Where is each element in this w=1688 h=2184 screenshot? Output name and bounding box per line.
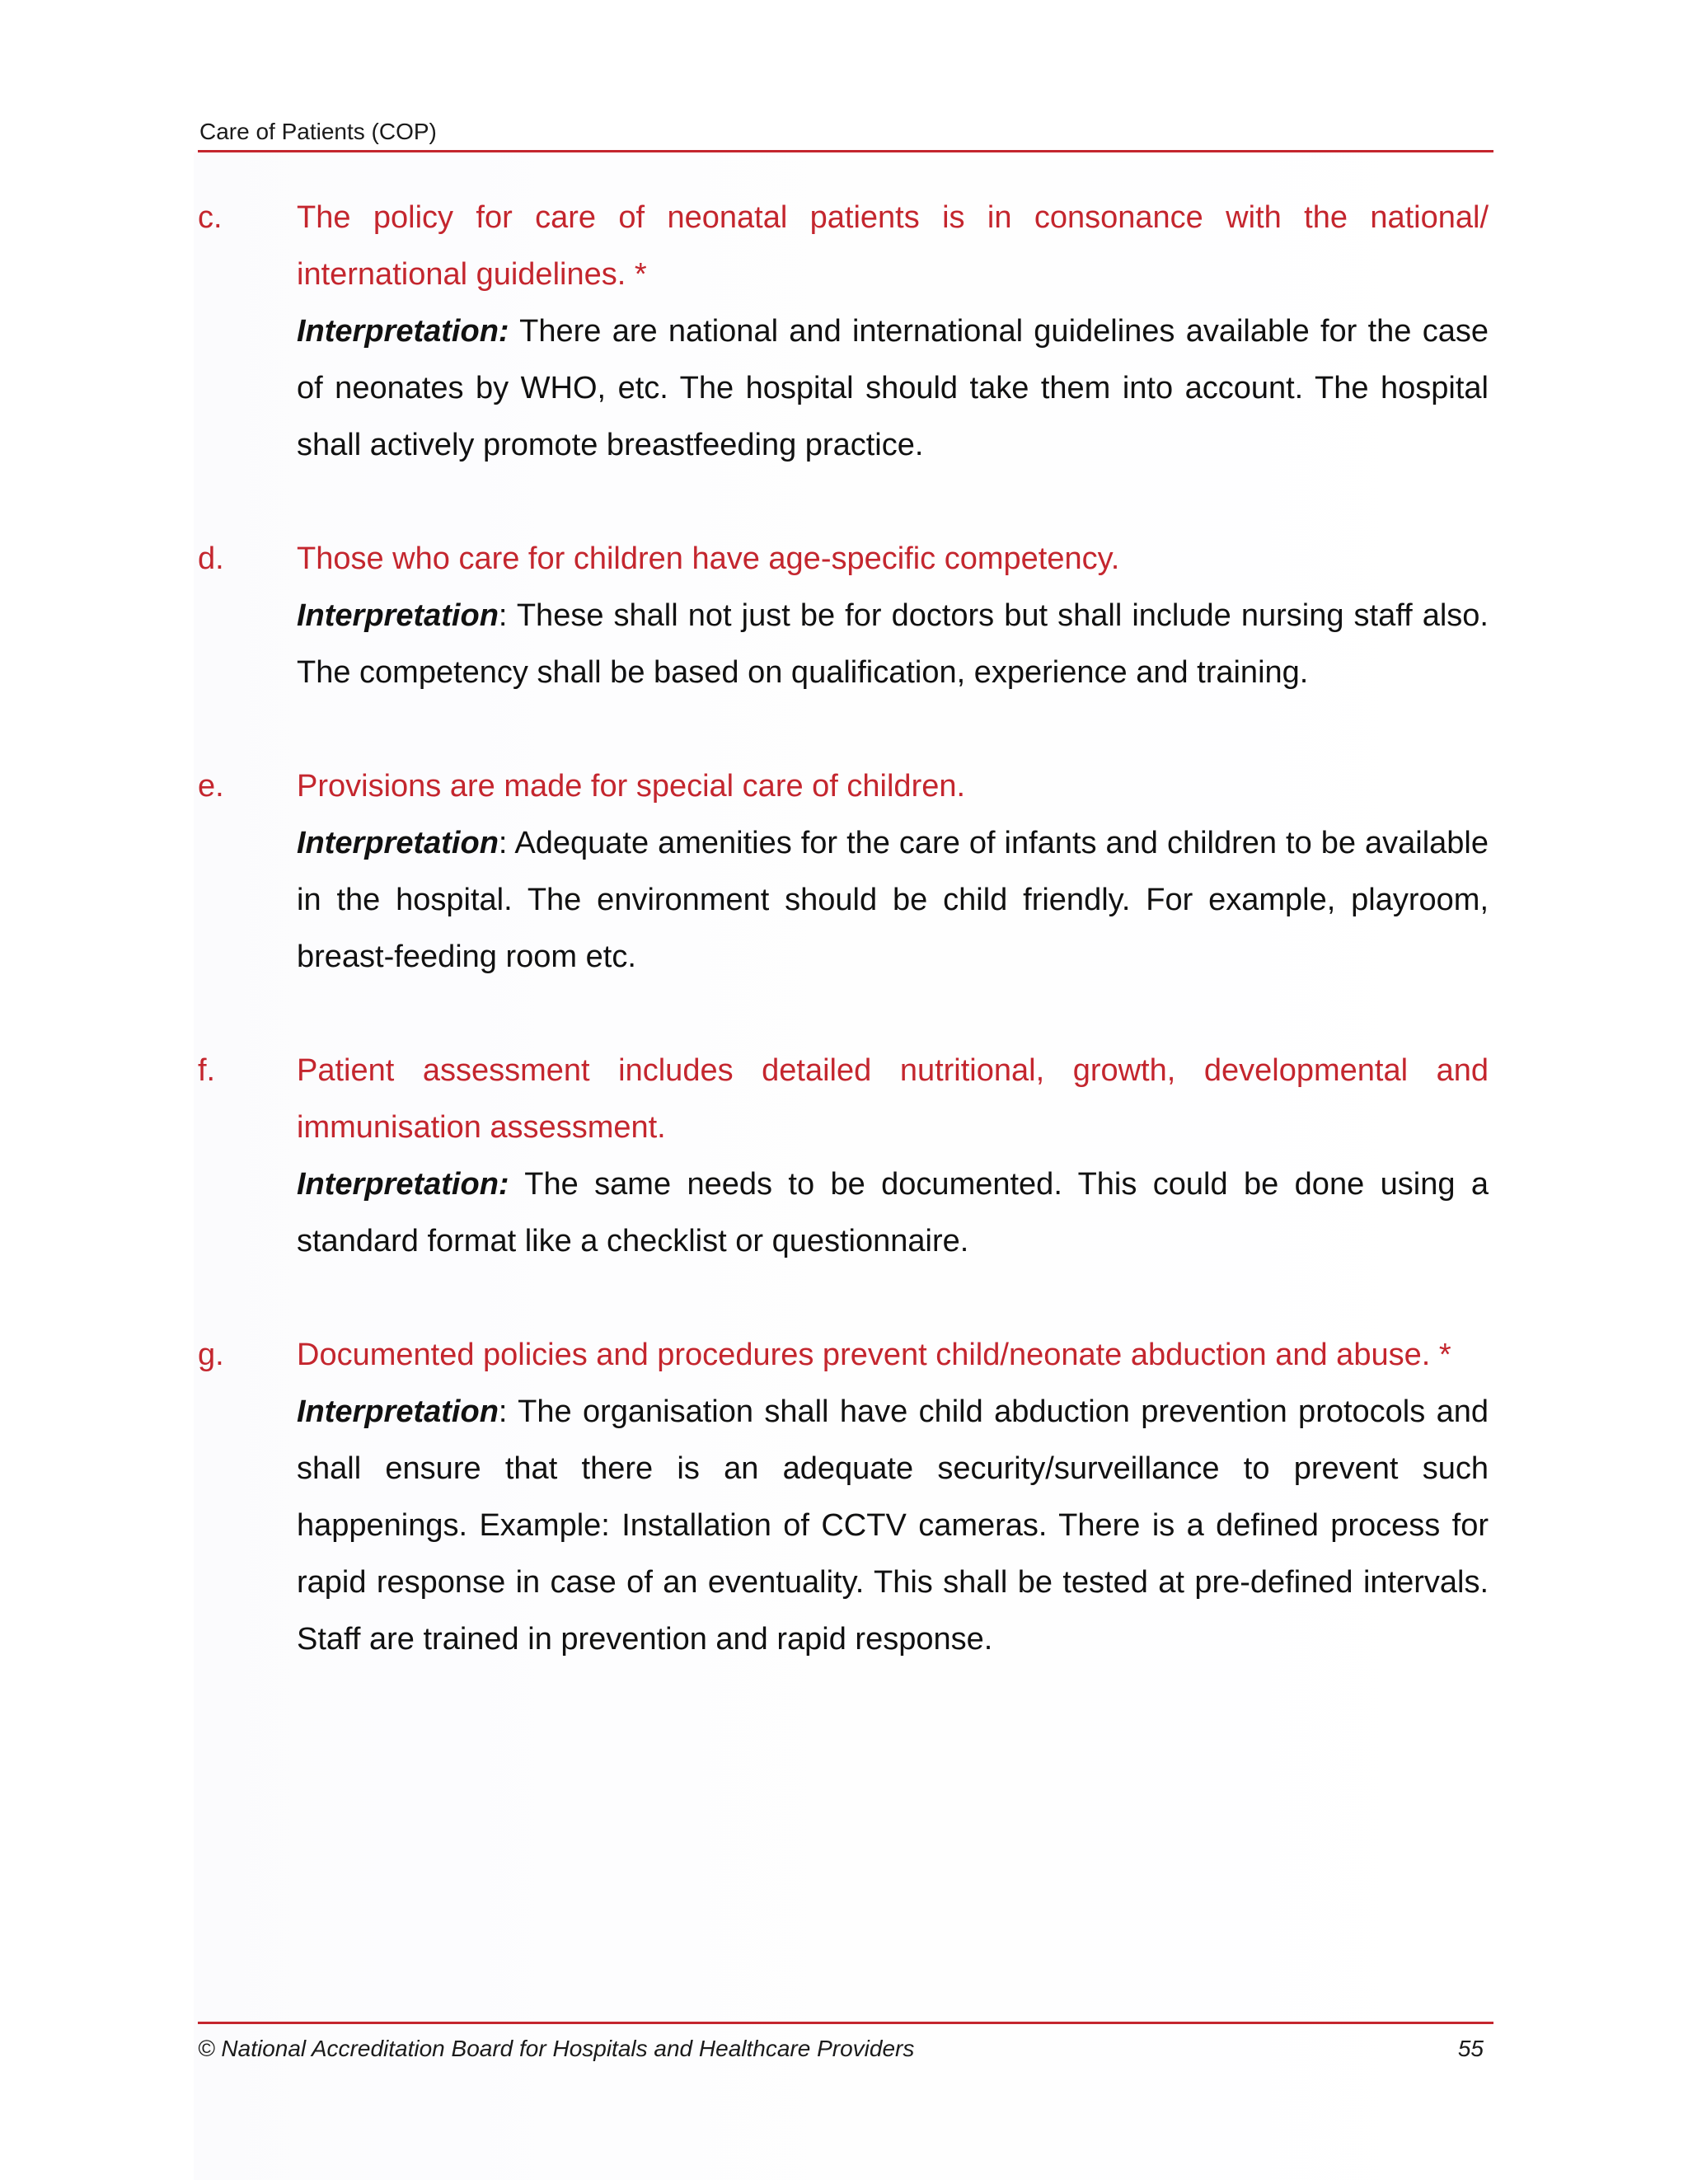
interpretation-text: There are national and international guidelines available for the case of neonates by WHO, etc. The hospital should take them into account. The hospital shall actively promote breastfeeding practice.: [297, 314, 1489, 462]
item-interpretation: [297, 588, 1489, 701]
interpretation-separator: :: [498, 1394, 508, 1429]
interpretation-label: Interpretation: [297, 598, 499, 633]
interpretation-text: These shall not just be for doctors but shall include nursing staff also. The competency shall be based on qualification, experience and training.: [297, 598, 1489, 690]
item-body: [297, 1043, 1489, 1270]
item-letter: f.: [198, 1053, 216, 1088]
interpretation-label: Interpretation:: [297, 314, 509, 349]
item-body: [297, 758, 1489, 986]
item-interpretation: [297, 1156, 1489, 1270]
page-number: 55: [1457, 2036, 1484, 2061]
interpretation-separator: :: [498, 826, 508, 860]
item-interpretation: [297, 1384, 1489, 1668]
item-title: The policy for care of neonatal patients is in consonance with the national/ international guidelines. *: [297, 200, 1489, 292]
item-title: Those who care for children have age-specific competency.: [297, 541, 1120, 576]
item-title: Provisions are made for special care of children.: [297, 769, 966, 804]
item-interpretation: [297, 303, 1489, 474]
interpretation-separator: :: [498, 598, 508, 633]
interpretation-text: The same needs to be documented. This could be done using a standard format like a checklist or questionnaire.: [297, 1167, 1489, 1258]
page-content: [198, 190, 1489, 1725]
standard-item-c: [198, 190, 1489, 474]
item-title: Documented policies and procedures prevent child/neonate abduction and abuse. *: [297, 1338, 1451, 1372]
item-title: Patient assessment includes detailed nutritional, growth, developmental and immunisation assessment.: [297, 1053, 1489, 1145]
interpretation-text: Adequate amenities for the care of infants and children to be available in the hospital. The environment should be child friendly. For example, playroom, breast-feeding room etc.: [297, 826, 1489, 974]
standard-item-f: [198, 1043, 1489, 1270]
interpretation-label: Interpretation: [297, 826, 499, 860]
item-body: [297, 190, 1489, 474]
chapter-title: Care of Patients (COP): [199, 119, 437, 144]
item-body: [297, 1327, 1489, 1668]
running-header: [198, 115, 1493, 152]
standard-item-d: [198, 531, 1489, 701]
running-footer: [198, 2022, 1493, 2061]
standard-item-e: [198, 758, 1489, 986]
item-letter: d.: [198, 541, 224, 576]
interpretation-label: Interpretation: [297, 1394, 499, 1429]
item-body: [297, 531, 1489, 701]
interpretation-text: The organisation shall have child abduction prevention protocols and shall ensure that there is an adequate security/surveillance to prevent such happenings. Example: Installation of CCTV cameras. There is a defined process for rapid response in case of an eventuality. This shall be tested at pre-defined intervals. Staff are trained in prevention and rapid response.: [297, 1394, 1489, 1657]
item-letter: e.: [198, 769, 224, 804]
item-letter: c.: [198, 200, 223, 235]
item-interpretation: [297, 815, 1489, 986]
standard-item-g: [198, 1327, 1489, 1668]
item-letter: g.: [198, 1338, 224, 1372]
copyright-notice: © National Accreditation Board for Hospitals and Healthcare Providers: [198, 2036, 915, 2061]
interpretation-label: Interpretation:: [297, 1167, 509, 1202]
